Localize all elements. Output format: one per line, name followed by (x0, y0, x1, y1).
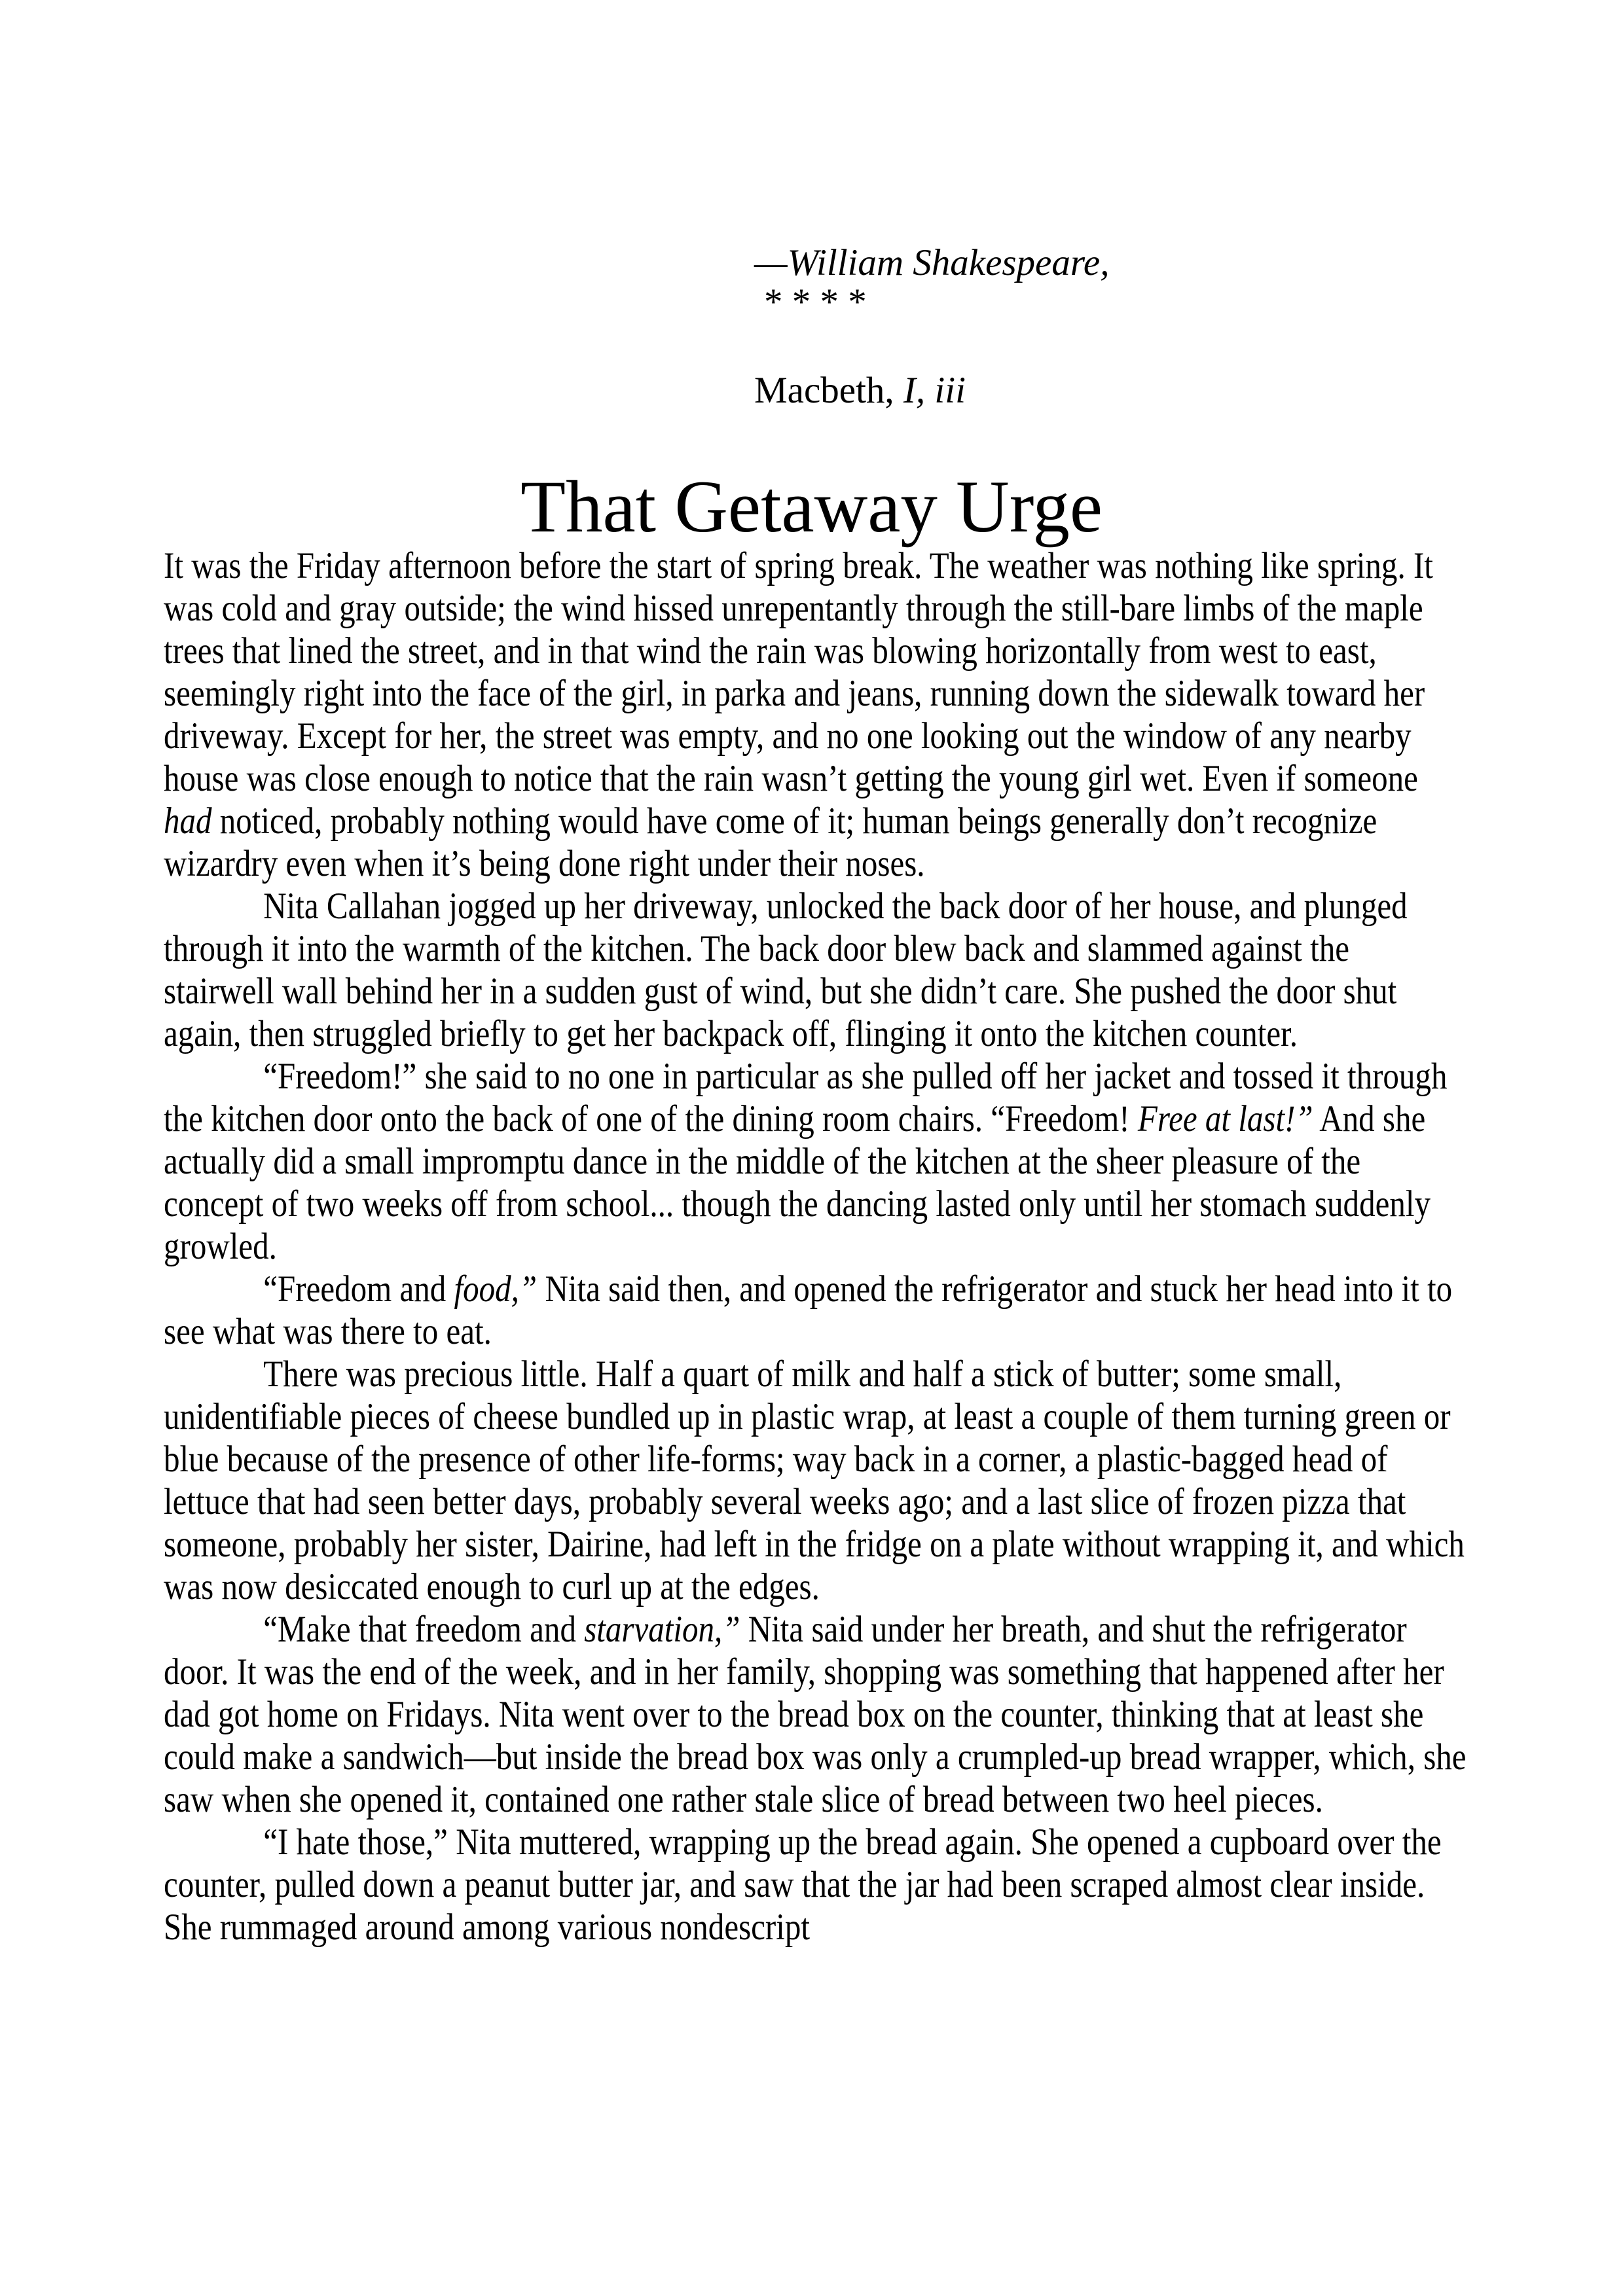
italic-text-run: starvation,” (584, 1609, 740, 1650)
text-run: Nita said then, and opened the refrigerator and stuck her head into it to see what was there to eat. (164, 1268, 1453, 1352)
italic-text-run: —William Shakespeare, (754, 242, 1110, 283)
paragraph (164, 1268, 1467, 1353)
text-run: “Freedom and (263, 1268, 454, 1310)
italic-text-run: Free at last!” (1137, 1098, 1313, 1139)
body-text (164, 545, 1467, 1948)
text-run: It was the Friday afternoon before the start of spring break. The weather was nothing like spring. It was cold and gray outside; the wind hissed unrepentantly through the still-bare limbs of the maple trees that lined the street, and in that wind the rain was blowing horizontally from west to east, seemingly right into the face of the girl, in parka and jeans, running down the sidewalk toward her driveway. Except for her, the street was empty, and no one looking out the window of any nearby house was close enough to notice that the rain wasn’t getting the young girl wet. Even if someone (164, 545, 1433, 799)
text-run: “Make that freedom and (263, 1609, 585, 1650)
text-run: Nita said under her breath, and shut the refrigerator door. It was the end of the week, and in her family, shopping was something that happened after her dad got home on Fridays. Nita went over to the bread box on the counter, thinking that at least she could make a sandwich—but inside the bread box was only a crumpled-up bread wrapper, which, she saw when she opened it, contained one rather stale slice of bread between two heel pieces. (164, 1609, 1467, 1820)
text-run: “I hate those,” Nita muttered, wrapping up the bread again. She opened a cupboard over the counter, pulled down a peanut butter jar, and saw that the jar had been scraped almost clear inside. She rummaged around among various nondescript (164, 1821, 1442, 1948)
paragraph (164, 885, 1467, 1055)
italic-text-run: had (164, 800, 212, 842)
text-run: “Freedom!” she said to no one in particular as she pulled off her jacket and tossed it through the kitchen door onto the back of one of the dining room chairs. “Freedom! (164, 1056, 1448, 1139)
paragraph (164, 1055, 1467, 1268)
paragraph (164, 545, 1467, 885)
text-run: There was precious little. Half a quart of milk and half a stick of butter; some small, unidentifiable pieces of cheese bundled up in plastic wrap, at least a couple of them turning green or blue because of the presence of other life-forms; way back in a corner, a plastic-bagged head of lettuce that had seen better days, probably several weeks ago; and a last slice of frozen pizza that someone, probably her sister, Dairine, had left in the fridge on a plate without wrapping it, and which was now desiccated enough to curl up at the edges. (164, 1354, 1465, 1607)
attribution-author-line (754, 242, 1109, 284)
italic-text-run: I, iii (894, 370, 966, 411)
attribution-source-line (754, 369, 1109, 412)
text-run: And she actually did a small impromptu dance in the middle of the kitchen at the sheer pleasure of the concept of two weeks off from school... though the dancing lasted only until her stomach suddenly growled. (164, 1098, 1431, 1267)
text-run: Nita Callahan jogged up her driveway, unlocked the back door of her house, and plunged through it into the warmth of the kitchen. The back door blew back and slammed against the stairwell wall behind her in a sudden gust of wind, but she didn’t care. She pushed the door shut again, then struggled briefly to get her backpack off, flinging it onto the kitchen counter. (164, 886, 1408, 1054)
paragraph (164, 1353, 1467, 1608)
paragraph (164, 1821, 1467, 1948)
text-run: Macbeth, (754, 370, 894, 411)
section-separator-stars: * * * * (764, 281, 867, 323)
paragraph (164, 1608, 1467, 1821)
chapter-title: That Getaway Urge (520, 465, 1103, 548)
italic-text-run: food,” (454, 1268, 538, 1310)
text-run: noticed, probably nothing would have come of it; human beings generally don’t recognize wizardry even when it’s being done right under their noses. (164, 800, 1377, 884)
